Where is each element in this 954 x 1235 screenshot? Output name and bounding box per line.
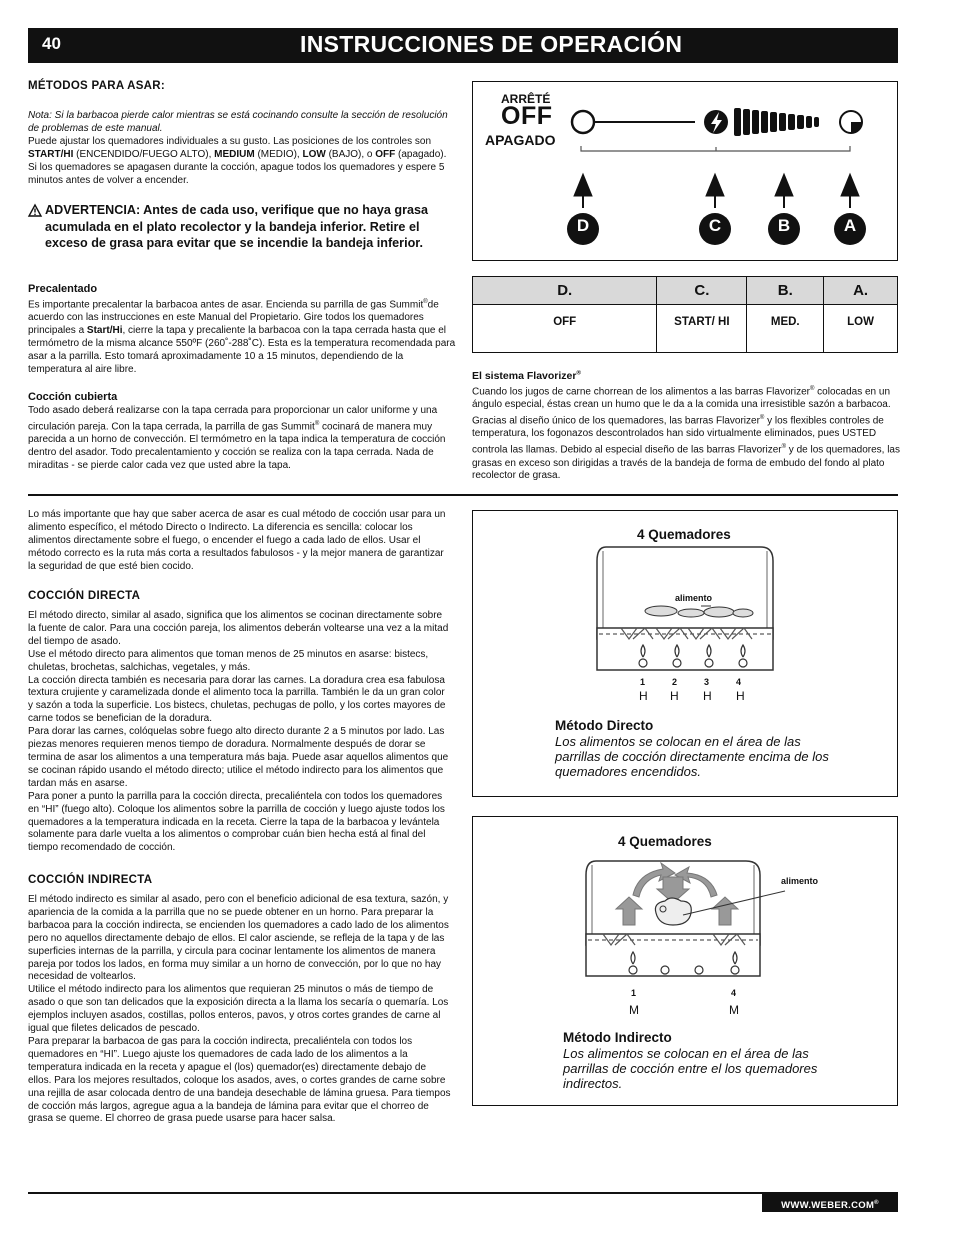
indirecta-paragraph: Para preparar la barbacoa de gas para la cocción indirecta, precaliéntela con todos los quemadores en “HI”. Luego ajuste los quemadores de cada lado de los alimentos a la temperatura indicada en la receta y apague el (los) quemador(es) directamente debajo de ellos. Para los mejores resultados, coloque los asados, aves, o cortes grandes de carne sobre una rejilla de asar colocada dentro de una bandeja desechable de lámina gruesa. Para tiempos de cocción más largos, agregue agua a la bandeja de lámina para evitar que el chorreo de grasa se queme. El chorreo de grasa puede usarse para hacer salsa. — [28, 1035, 451, 1125]
indirect-burner-setting: M — [629, 1003, 639, 1017]
warning-block — [28, 202, 450, 252]
indirect-burner-number: 4 — [731, 988, 737, 998]
indirect-method-title: Método Indirecto — [563, 1030, 672, 1045]
settings-value-row — [473, 305, 898, 353]
direct-burner-number: 3 — [704, 677, 710, 687]
directa-paragraph: Para dorar las carnes, colóquelas sobre fuego alto directo durante 2 a 5 minutos por lado. Las piezas menores requieren menos tiempo de doradura. Normalmente después de dorar se termina de asar los alimentos a una temperatura más baja. Puede asar aquellos alimentos que se cocinan rápido usando el método directo; utilice el método indirecto para los alimentos que tardan más en asarse. — [28, 726, 449, 789]
settings-header-row — [473, 277, 898, 305]
indirect-food-label: alimento — [781, 876, 819, 886]
directa-paragraph: Para poner a punto la parrilla para la cocción directa, precaliéntela con todos los quemadores en “HI” (fuego alto). Coloque los alimentos sobre la parrilla de cocción y luego ajuste todos los quemadores a la temperatura indicada en la receta. Cierre la tapa de la barbacoa y levántela solamente para darle vuelta a los alimentos o comprobar cuán bien hecha está al final del tiempo recomendado de cocción. — [28, 790, 445, 854]
direct-method-description: Los alimentos se colocan en el área de las parrillas de cocción directamente encima de los quemadores encendidos. — [555, 734, 829, 779]
settings-table — [472, 276, 898, 353]
indirect-diagram-title: 4 Quemadores — [618, 834, 712, 849]
knob-diagram — [472, 81, 898, 261]
section-divider — [28, 494, 898, 496]
settings-header-d: D. — [473, 277, 657, 305]
direct-method-title: Método Directo — [555, 718, 654, 733]
grill-direct-illustration — [473, 511, 899, 711]
flavorizer-text: Cuando los jugos de carne chorrean de los alimentos a las barras Flavorizer® colocadas en un ángulo especial, éstas crean un humo que le da a la comida una irresistible sazón a barbacoa. Gracias al diseño único de los quemadores, las barras Flavorizer® y los flexibles controles de temperatura, los fogonazos descontrolados han sido virtualmente eliminados, pues USTED controla las llamas. Debido al especial diseño de las barras Flavorizer® y de los quemadores, las grasas en exceso son dirigidas a través de la bandeja de forma de embudo del fondo al plato recolector de grasa. — [472, 386, 900, 482]
header-bar — [28, 28, 898, 63]
metodos-p1: Puede ajustar los quemadores individuales a su gusto. Las posiciones de los controles son START/HI (ENCENDIDO/FUEGO ALTO), MEDIUM (MEDIO), LOW (BAJO), o OFF (apagado). — [28, 135, 447, 160]
directa-paragraph: El método directo, similar al asado, significa que los alimentos se cocinan directamente sobre la fuente de calor. Para una cocción pareja, los alimentos deberán voltearse una vez a la mitad del tiempo de asado. — [28, 610, 449, 647]
direct-burner-number: 1 — [640, 677, 646, 687]
label-off: OFF — [501, 102, 553, 130]
directa-heading: COCCIÓN DIRECTA — [28, 590, 141, 602]
settings-value-c: START/ HI — [657, 305, 747, 353]
direct-diagram-title: 4 Quemadores — [637, 527, 731, 542]
settings-header-c: C. — [657, 277, 747, 305]
footer-url: WWW.WEBER.COM® — [762, 1194, 898, 1212]
direct-burner-number: 2 — [672, 677, 678, 687]
page-title: INSTRUCCIONES DE OPERACIÓN — [300, 31, 683, 57]
metodos-p2: Si los quemadores se apagasen durante la cocción, apague todos los quemadores y espere 5 minutos antes de volver a encender. — [28, 161, 445, 186]
intro-text: Lo más importante que hay que saber acerca de asar es cual método de cocción usar para un alimento específico, el método Directo o Indirecto. La diferencia es sencilla: colocar los alimentos directamente sobre el fuego, o encender el fuego a cada lado de ellos. Usar el método correcto es la ruta más corta a resultados fabulosos - y la mejor manera de garantizar la seguridad de que esté bien cocido. — [28, 509, 446, 572]
settings-header-b: B. — [747, 277, 824, 305]
indirect-method-description: Los alimentos se colocan en el área de las parrillas de cocción entre el los quemadores indirectos. — [563, 1046, 818, 1091]
flavorizer-heading: El sistema Flavorizer® — [472, 370, 581, 382]
label-apagado: APAGADO — [485, 132, 556, 148]
direct-burner-setting: H — [670, 689, 679, 703]
metodos-note: Nota: Si la barbacoa pierde calor mientras se está cocinando consulte la sección de resolución de problemas de este manual. — [28, 110, 448, 134]
indirecta-paragraph: Utilice el método indirecto para los alimentos que requieran 25 minutos o más de tiempo de asado o que son tan delicados que la exposición directa a la llama los secaría o quemaría. Los ejemplos incluyen asados, costillas, pollos enteros, pavos, y otros cortes grandes de carne al igual que filetes delicados de pescado. — [28, 984, 449, 1035]
warning-text: ADVERTENCIA: Antes de cada uso, verifique que no haya grasa acumulada en el plato recolector y la bandeja inferior. Retire el exceso de grasa para evitar que se incendie la bandeja inferior. — [45, 203, 429, 251]
indirecta-heading: COCCIÓN INDIRECTA — [28, 874, 153, 886]
directa-paragraph: La cocción directa también es necesaria para dorar las carnes. La doradura crea esa fabulosa textura crujiente y caramelizada donde el alimento toca la parrilla. También le da un gran color y sazón a toda la superficie. Los bistecs, chuletas, pechugas de pollo, y los cortes mayores de carne todos se benefician de la doradura. — [28, 674, 446, 725]
metodos-body — [28, 110, 448, 187]
indirect-burner-setting: M — [729, 1003, 739, 1017]
coccion-cubierta-heading: Cocción cubierta — [28, 391, 118, 403]
directa-paragraph: Use el método directo para alimentos que toman menos de 25 minutos en asarse: bistecs, chuletas, brochetas, salchichas, vegetales, y más. — [28, 648, 429, 673]
knob-letter-c: C — [708, 216, 722, 235]
direct-burner-setting: H — [703, 689, 712, 703]
direct-burner-setting: H — [736, 689, 745, 703]
direct-food-label: alimento — [675, 593, 713, 603]
settings-header-a: A. — [824, 277, 898, 305]
precalentado-text: Es importante precalentar la barbacoa antes de asar. Encienda su parrilla de gas Summit®de acuerdo con las instrucciones en este Manual del Propietario. Gire todos los quemadores principales a Start/Hi, cierre la tapa y precaliente la barbacoa con la tapa cerrada hasta que el termómetro de la misma alcance 550ºF (260˚-288˚C). Esta es la temperatura recomendada para asar a la parrilla. Esto tomará aproximadamente 10 a 15 minutos, dependiendo de la temperatura al aire libre. — [28, 299, 456, 375]
settings-value-a: LOW — [824, 305, 898, 353]
indirecta-paragraph: El método indirecto es similar al asado, pero con el beneficio adicional de esa textura, sazón, y apariencia de la comida a la parrilla que no se puede obtener en un horno. Para preparar la barbacoa para la cocción indirecta, se encienden los quemadores a cado lado de los alimentos pero no aquellos directamente debajo de ellos. El calor asciende, se refleja de la tapa y de las superficies internas de la parrilla, y circula para cocinar lentamente los alimentos de manera pareja por todos los lados, en forma muy similar a un horno de convección, por lo que no hay necesidad de voltearlos. — [28, 894, 449, 983]
directa-body — [28, 610, 452, 855]
indirect-method-diagram — [472, 816, 898, 1106]
precalentado-heading: Precalentado — [28, 283, 98, 295]
indirecta-body — [28, 894, 452, 1126]
knob-letter-b: B — [777, 216, 791, 235]
label-arrete: ARRÊTÉ — [501, 92, 551, 106]
grill-indirect-illustration — [473, 817, 899, 1017]
metodos-heading: MÉTODOS PARA ASAR: — [28, 80, 166, 92]
settings-value-d: OFF — [473, 305, 657, 353]
knob-letter-d: D — [576, 216, 590, 235]
settings-value-b: MED. — [747, 305, 824, 353]
page-number: 40 — [42, 34, 61, 53]
knob-letter-a: A — [843, 216, 857, 235]
indirect-burner-number: 1 — [631, 988, 637, 998]
direct-burner-number: 4 — [736, 677, 742, 687]
direct-method-diagram — [472, 510, 898, 797]
direct-burner-setting: H — [639, 689, 648, 703]
warning-icon — [28, 204, 42, 217]
coccion-cubierta-text: Todo asado deberá realizarse con la tapa cerrada para proporcionar un calor uniforme y una circulación pareja. Con la tapa cerrada, la parrilla de gas Summit® cocinará de manera muy parecida a un horno de convección. El termómetro en la tapa indica la temperatura de cocción dentro del asador. Todo precalentamiento y cocción se realiza con la tapa cerrada. Nada de miraditas - se pierde calor cada vez que usted abre la tapa. — [28, 405, 446, 471]
